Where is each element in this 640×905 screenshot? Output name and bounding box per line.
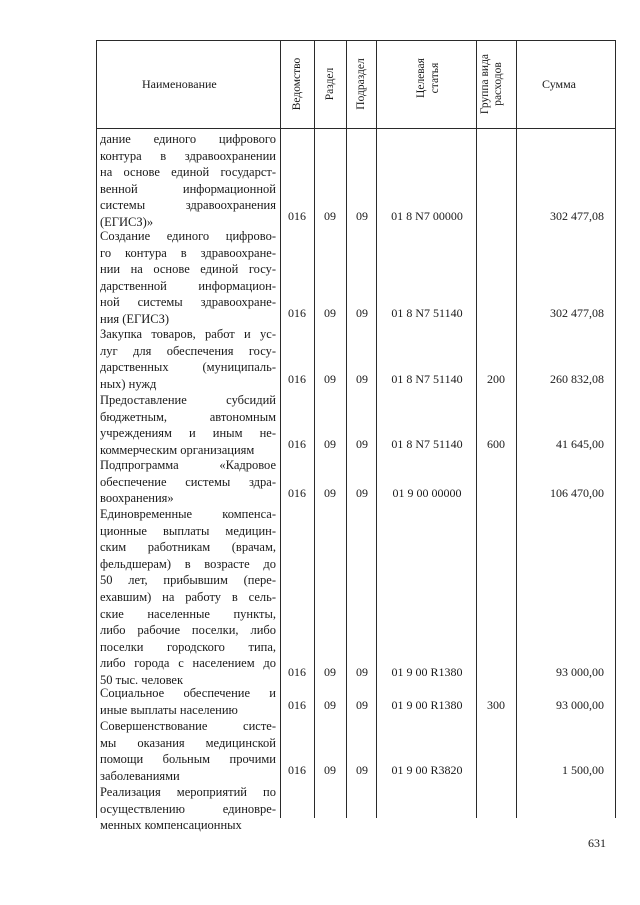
row-name-line: Реализация мероприятий по [100, 785, 276, 799]
row-name [100, 685, 276, 718]
row-name-line: Совершенствование систе- [100, 719, 276, 733]
row-razdel: 09 [324, 372, 336, 386]
row-name-line: иные выплаты населению [100, 702, 238, 717]
row-podrazdel: 09 [356, 437, 368, 451]
row-name-line: помощи больным прочими [100, 752, 276, 767]
table-top-border [96, 40, 616, 41]
row-name-line: дарственных (муниципаль- [100, 360, 276, 375]
row-name-line: венной информационной [100, 181, 276, 196]
row-summa: 41 645,00 [556, 437, 604, 451]
row-name [100, 131, 276, 231]
row-name-line: контура в здравоохранении [100, 148, 276, 163]
row-name [100, 228, 276, 328]
row-podrazdel: 09 [356, 763, 368, 777]
row-vedomstvo: 016 [288, 486, 306, 500]
row-razdel: 09 [324, 763, 336, 777]
row-name-line: коммерческим организациям [100, 442, 255, 457]
row-name-line: луг для обеспечения госу- [100, 343, 276, 358]
row-summa: 260 832,08 [550, 372, 604, 386]
row-podrazdel: 09 [356, 372, 368, 386]
row-name-line: (ЕГИСЗ)» [100, 214, 154, 229]
row-celevaya: 01 8 N7 51140 [391, 306, 463, 320]
row-name [100, 784, 276, 834]
row-name-line: Единовременные компенса- [100, 507, 276, 521]
col-border-grp [516, 40, 517, 818]
row-gruppa: 300 [487, 698, 505, 712]
row-podrazdel: 09 [356, 209, 368, 223]
row-name [100, 506, 276, 689]
row-name-line: либо рабочие поселки, либо [100, 623, 276, 638]
row-podrazdel: 09 [356, 698, 368, 712]
row-name-line: Подпрограмма «Кадровое [100, 458, 276, 472]
row-name [100, 392, 276, 458]
header-gruppa-1: Группа вида [479, 53, 491, 115]
row-summa: 106 470,00 [550, 486, 604, 500]
row-summa: 93 000,00 [556, 698, 604, 712]
row-name-line: дарственной информацион- [100, 278, 276, 293]
row-name-line: бюджетным, автономным [100, 409, 276, 424]
row-name-line: либо города с населением до [100, 656, 276, 671]
header-gruppa-2: расходов [492, 62, 504, 106]
row-name-line: 50 лет, прибывшим (пере- [100, 573, 276, 588]
col-border-right [615, 40, 616, 818]
row-celevaya: 01 8 N7 00000 [391, 209, 463, 223]
row-gruppa: 600 [487, 437, 505, 451]
row-razdel: 09 [324, 209, 336, 223]
row-name-line: мы оказания медицинской [100, 735, 276, 750]
row-celevaya: 01 8 N7 51140 [391, 437, 463, 451]
header-bottom-border [96, 128, 616, 129]
row-vedomstvo: 016 [288, 665, 306, 679]
row-summa: 302 477,08 [550, 306, 604, 320]
header-vedomstvo: Ведомство [291, 57, 303, 111]
header-summa: Сумма [542, 77, 576, 91]
row-name-line: ские населенные пункты, [100, 606, 276, 621]
row-name-line: ским работникам (врачам, [100, 540, 276, 555]
row-celevaya: 01 9 00 R1380 [391, 665, 463, 679]
row-summa: 302 477,08 [550, 209, 604, 223]
row-name-line: воохранения» [100, 491, 174, 506]
row-razdel: 09 [324, 486, 336, 500]
row-name [100, 718, 276, 784]
row-name-line: системы здравоохранения [100, 198, 276, 213]
row-name-line: осуществлению единовре- [100, 801, 276, 816]
header-celevaya-1: Целевая [415, 58, 427, 98]
row-celevaya: 01 9 00 R1380 [391, 698, 463, 712]
row-name-line: дание единого цифрового [100, 132, 276, 146]
col-border-left [96, 40, 97, 818]
row-name-line: ционные выплаты медицин- [100, 523, 276, 538]
row-vedomstvo: 016 [288, 763, 306, 777]
row-name-line: Создание единого цифрово- [100, 229, 276, 243]
row-name-line: Социальное обеспечение и [100, 686, 276, 700]
row-vedomstvo: 016 [288, 306, 306, 320]
row-name-line: нии на основе единой госу- [100, 262, 276, 277]
row-summa: 1 500,00 [562, 763, 604, 777]
row-gruppa: 200 [487, 372, 505, 386]
row-name-line: учреждениям и иным не- [100, 426, 276, 441]
row-summa: 93 000,00 [556, 665, 604, 679]
row-razdel: 09 [324, 665, 336, 679]
row-vedomstvo: 016 [288, 698, 306, 712]
header-razdel: Раздел [324, 67, 336, 101]
row-name-line: ной системы здравоохране- [100, 295, 276, 310]
row-vedomstvo: 016 [288, 372, 306, 386]
row-name-line: Предоставление субсидий [100, 393, 276, 407]
row-name-line: ных) нужд [100, 376, 157, 391]
row-razdel: 09 [324, 306, 336, 320]
row-name-line: 50 тыс. человек [100, 672, 184, 687]
row-name-line: Закупка товаров, работ и ус- [100, 327, 276, 341]
col-border-name [280, 40, 281, 818]
row-celevaya: 01 8 N7 51140 [391, 372, 463, 386]
header-podrazdel: Подраздел [355, 58, 367, 110]
col-border-ved [314, 40, 315, 818]
row-name-line: фельдшерам) в возрасте до [100, 556, 276, 571]
col-border-podr [376, 40, 377, 818]
col-border-cs [476, 40, 477, 818]
row-razdel: 09 [324, 437, 336, 451]
page-number: 631 [588, 836, 606, 850]
row-celevaya: 01 9 00 00000 [392, 486, 462, 500]
row-name-line: ехавшим) на работу в сель- [100, 589, 276, 604]
row-vedomstvo: 016 [288, 437, 306, 451]
row-celevaya: 01 9 00 R3820 [391, 763, 463, 777]
row-name-line: на основе единой государст- [100, 165, 276, 180]
row-name-line: го контура в здравоохране- [100, 245, 276, 260]
row-name [100, 457, 276, 507]
row-podrazdel: 09 [356, 665, 368, 679]
row-podrazdel: 09 [356, 306, 368, 320]
col-border-razd [346, 40, 347, 818]
row-name-line: обеспечение системы здра- [100, 474, 276, 489]
header-name: Наименование [142, 77, 217, 91]
row-name-line: ния (ЕГИСЗ) [100, 311, 170, 326]
row-razdel: 09 [324, 698, 336, 712]
header-celevaya-2: статья [429, 62, 441, 94]
row-name-line: заболеваниями [100, 768, 180, 783]
row-vedomstvo: 016 [288, 209, 306, 223]
row-name-line: поселки городского типа, [100, 639, 276, 654]
row-podrazdel: 09 [356, 486, 368, 500]
row-name-line: менных компенсационных [100, 818, 242, 833]
row-name [100, 326, 276, 392]
